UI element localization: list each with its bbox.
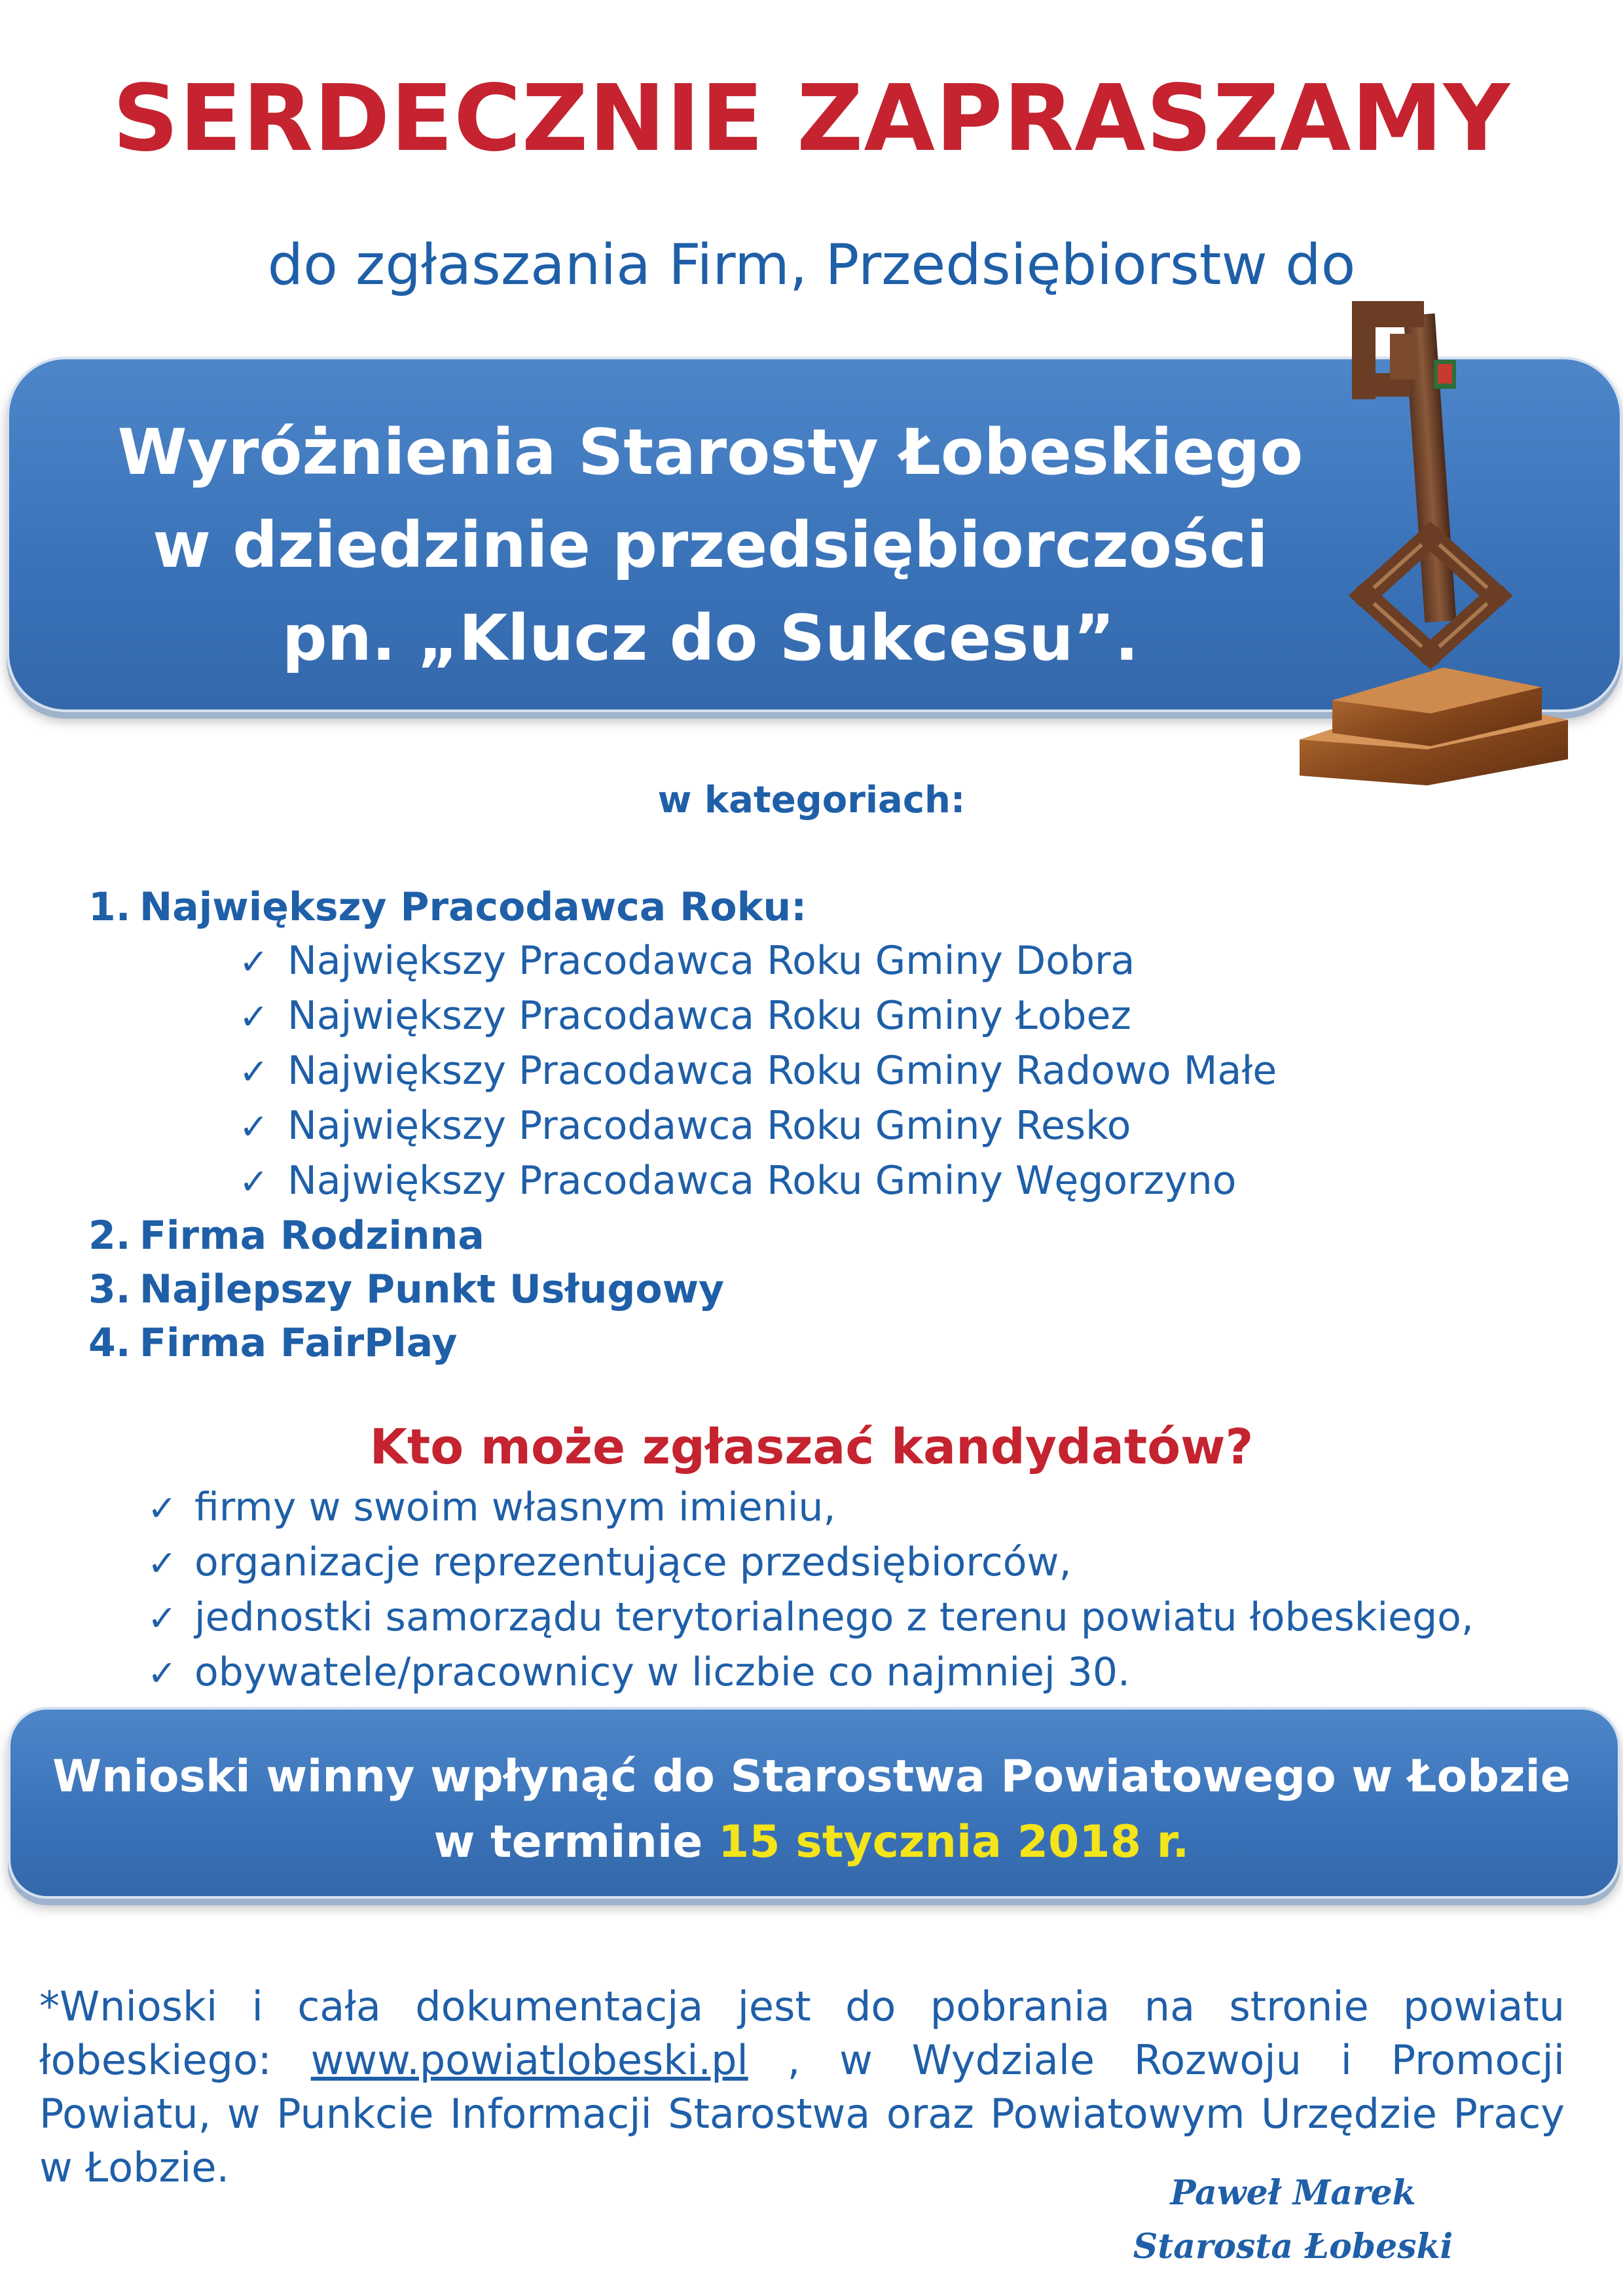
category-item — [88, 1263, 1529, 1316]
page-title: SERDECZNIE ZAPRASZAMY — [112, 65, 1510, 172]
deadline-text — [8, 1744, 1615, 1875]
subcategory-item — [88, 934, 1529, 989]
footnote — [39, 1980, 1565, 2195]
nominator-item — [147, 1480, 1588, 1535]
subcategory-item — [88, 989, 1529, 1044]
nominator-item — [147, 1535, 1588, 1590]
checkmark-icon: ✓ — [239, 996, 269, 1037]
categories-heading: w kategoriach: — [657, 779, 966, 821]
categories-list — [88, 880, 1529, 1370]
subcategory-label: Największy Pracodawca Roku Gminy Łobez — [287, 993, 1131, 1039]
nominator-item — [147, 1645, 1588, 1700]
award-title-line-1: Wyróżnienia Starosty Łobeskiego — [117, 416, 1304, 489]
category-label: Firma Rodzinna — [139, 1213, 484, 1259]
key-trophy-icon — [1280, 288, 1588, 785]
category-number: 2. — [88, 1213, 131, 1259]
checkmark-icon: ✓ — [239, 1106, 269, 1147]
checkmark-icon: ✓ — [239, 941, 269, 982]
website-link[interactable]: www.powiatlobeski.pl — [310, 2036, 748, 2084]
footnote-text-before: *Wnioski i cała dokumentacja jest do pobrania na stronie powiatu łobeskiego: — [39, 1982, 1565, 2084]
checkmark-icon: ✓ — [239, 1051, 269, 1092]
category-item — [88, 1316, 1529, 1370]
page-subtitle: do zgłaszania Firm, Przedsiębiorstw do — [267, 232, 1356, 298]
category-label: Najlepszy Punkt Usługowy — [139, 1266, 725, 1312]
subcategory-item — [88, 1099, 1529, 1154]
nominators-list — [147, 1480, 1588, 1700]
category-label: Największy Pracodawca Roku: — [139, 884, 807, 930]
category-number: 4. — [88, 1320, 131, 1366]
nominators-question: Kto może zgłaszać kandydatów? — [369, 1419, 1254, 1475]
subcategory-item — [88, 1044, 1529, 1099]
subcategory-label: Największy Pracodawca Roku Gminy Węgorzyno — [287, 1158, 1237, 1204]
award-title-line-2: w dziedzinie przedsiębiorczości — [153, 509, 1268, 582]
footnote-text-after: , w Wydziale Rozwoju i Promocji Powiatu, w Punkcie Informacji Starostwa oraz Powiatowym Urzędzie Pracy w Łobzie. — [39, 2036, 1565, 2191]
signature — [1048, 2166, 1539, 2274]
deadline-date: 15 stycznia 2018 r. — [718, 1816, 1190, 1868]
checkmark-icon: ✓ — [239, 1161, 269, 1202]
nominator-label: organizacje reprezentujące przedsiębiorców, — [194, 1539, 1072, 1585]
deadline-line-2 — [8, 1810, 1615, 1875]
category-item — [88, 1209, 1529, 1263]
signature-role: Starosta Łobeski — [1133, 2227, 1453, 2267]
subcategory-label: Największy Pracodawca Roku Gminy Resko — [287, 1103, 1131, 1149]
category-number: 1. — [88, 884, 131, 930]
nominator-label: jednostki samorządu terytorialnego z terenu powiatu łobeskiego, — [194, 1594, 1474, 1640]
subcategory-item — [88, 1154, 1529, 1209]
subcategory-label: Największy Pracodawca Roku Gminy Dobra — [287, 938, 1135, 984]
nominator-label: firmy w swoim własnym imieniu, — [194, 1484, 836, 1530]
checkmark-icon: ✓ — [147, 1598, 177, 1639]
checkmark-icon: ✓ — [147, 1543, 177, 1584]
award-title — [39, 406, 1381, 685]
category-item — [88, 880, 1529, 934]
deadline-prefix: w terminie — [433, 1816, 703, 1868]
checkmark-icon: ✓ — [147, 1653, 177, 1694]
category-label: Firma FairPlay — [139, 1320, 458, 1366]
checkmark-icon: ✓ — [147, 1488, 177, 1529]
nominator-item — [147, 1590, 1588, 1645]
signature-name: Paweł Marek — [1170, 2173, 1416, 2213]
subcategory-label: Największy Pracodawca Roku Gminy Radowo Małe — [287, 1048, 1277, 1094]
award-title-line-3: pn. „Klucz do Sukcesu”. — [282, 601, 1139, 675]
nominator-label: obywatele/pracownicy w liczbie co najmniej 30. — [194, 1649, 1131, 1695]
deadline-line-1: Wnioski winny wpłynąć do Starostwa Powiatowego w Łobzie — [52, 1751, 1571, 1803]
category-number: 3. — [88, 1266, 131, 1312]
